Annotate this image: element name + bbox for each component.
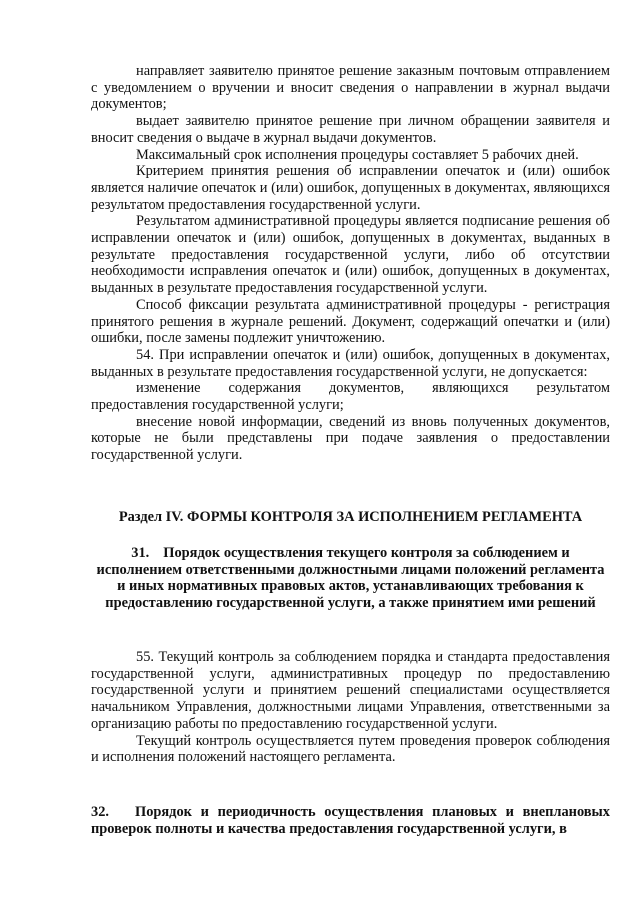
subsection-number: 32. — [91, 804, 109, 820]
paragraph: Критерием принятия решения об исправлении опечаток и (или) ошибок является наличие опечаток и (или) ошибок, допущенных в документах, являющихся результатом предоставления государственной услуги. — [91, 163, 610, 213]
paragraph-55: 55. Текущий контроль за соблюдением порядка и стандарта предоставления государственной услуги, административных процедур по предоставлению государственной услуги и принятием решений специалистами осуществляется начальником Управления, должностными лицами Управления, ответственными за организацию работы по предоставлению государственной услуги. — [91, 649, 610, 732]
mid-text-block — [91, 649, 610, 766]
paragraph: Способ фиксации результата административной процедуры - регистрация принятого решения в журнале решений. Документ, содержащий опечатки и (или) ошибки, после замены подлежит уничтожению. — [91, 296, 610, 347]
section-heading: Раздел IV. ФОРМЫ КОНТРОЛЯ ЗА ИСПОЛНЕНИЕМ РЕГЛАМЕНТА — [118, 509, 583, 525]
paragraph: Результатом административной процедуры является подписание решения об исправлении опечаток и (или) ошибок, допущенных в документах, выданных в результате предоставления государственной услуги, либо об отсутствии необходимости исправления опечаток и (или) ошибок, допущенных в документах, выданных в результате предоставления государственной услуги. — [91, 213, 610, 297]
subsection-heading-31 — [91, 545, 610, 612]
top-text-block — [91, 63, 610, 464]
paragraph: Текущий контроль осуществляется путем проведения проверок соблюдения и исполнения положений настоящего регламента. — [91, 732, 610, 766]
paragraph-54: 54. При исправлении опечаток и (или) ошибок, допущенных в документах, выданных в результате предоставления государственной услуги, не допускается: — [91, 346, 610, 380]
subsection-title: Порядок и периодичность осуществления плановых и внеплановых проверок полноты и качества предоставления государственной услуги, в — [91, 804, 610, 837]
subsection-heading-32 — [91, 804, 610, 837]
subsection-title: Порядок осуществления текущего контроля за соблюдением и исполнением ответственными должностными лицами положений регламента и иных нормативных правовых актов, устанавливающих требования к предоставлению государственной услуги, а также принятием ими решений — [96, 545, 605, 612]
paragraph: направляет заявителю принятое решение заказным почтовым отправлением с уведомлением о вручении и вносит сведения о направлении в журнал выдачи документов; — [91, 63, 610, 113]
subsection-number: 31. — [131, 545, 150, 561]
list-item: внесение новой информации, сведений из вновь полученных документов, которые не были представлены при подаче заявления о предоставлении государственной услуги. — [91, 413, 610, 464]
paragraph: выдает заявителю принятое решение при личном обращении заявителя и вносит сведения о выдаче в журнал выдачи документов. — [91, 113, 610, 146]
list-item: изменение содержания документов, являющихся результатом предоставления государственной услуги; — [91, 380, 610, 414]
paragraph: Максимальный срок исполнения процедуры составляет 5 рабочих дней. — [136, 146, 579, 163]
